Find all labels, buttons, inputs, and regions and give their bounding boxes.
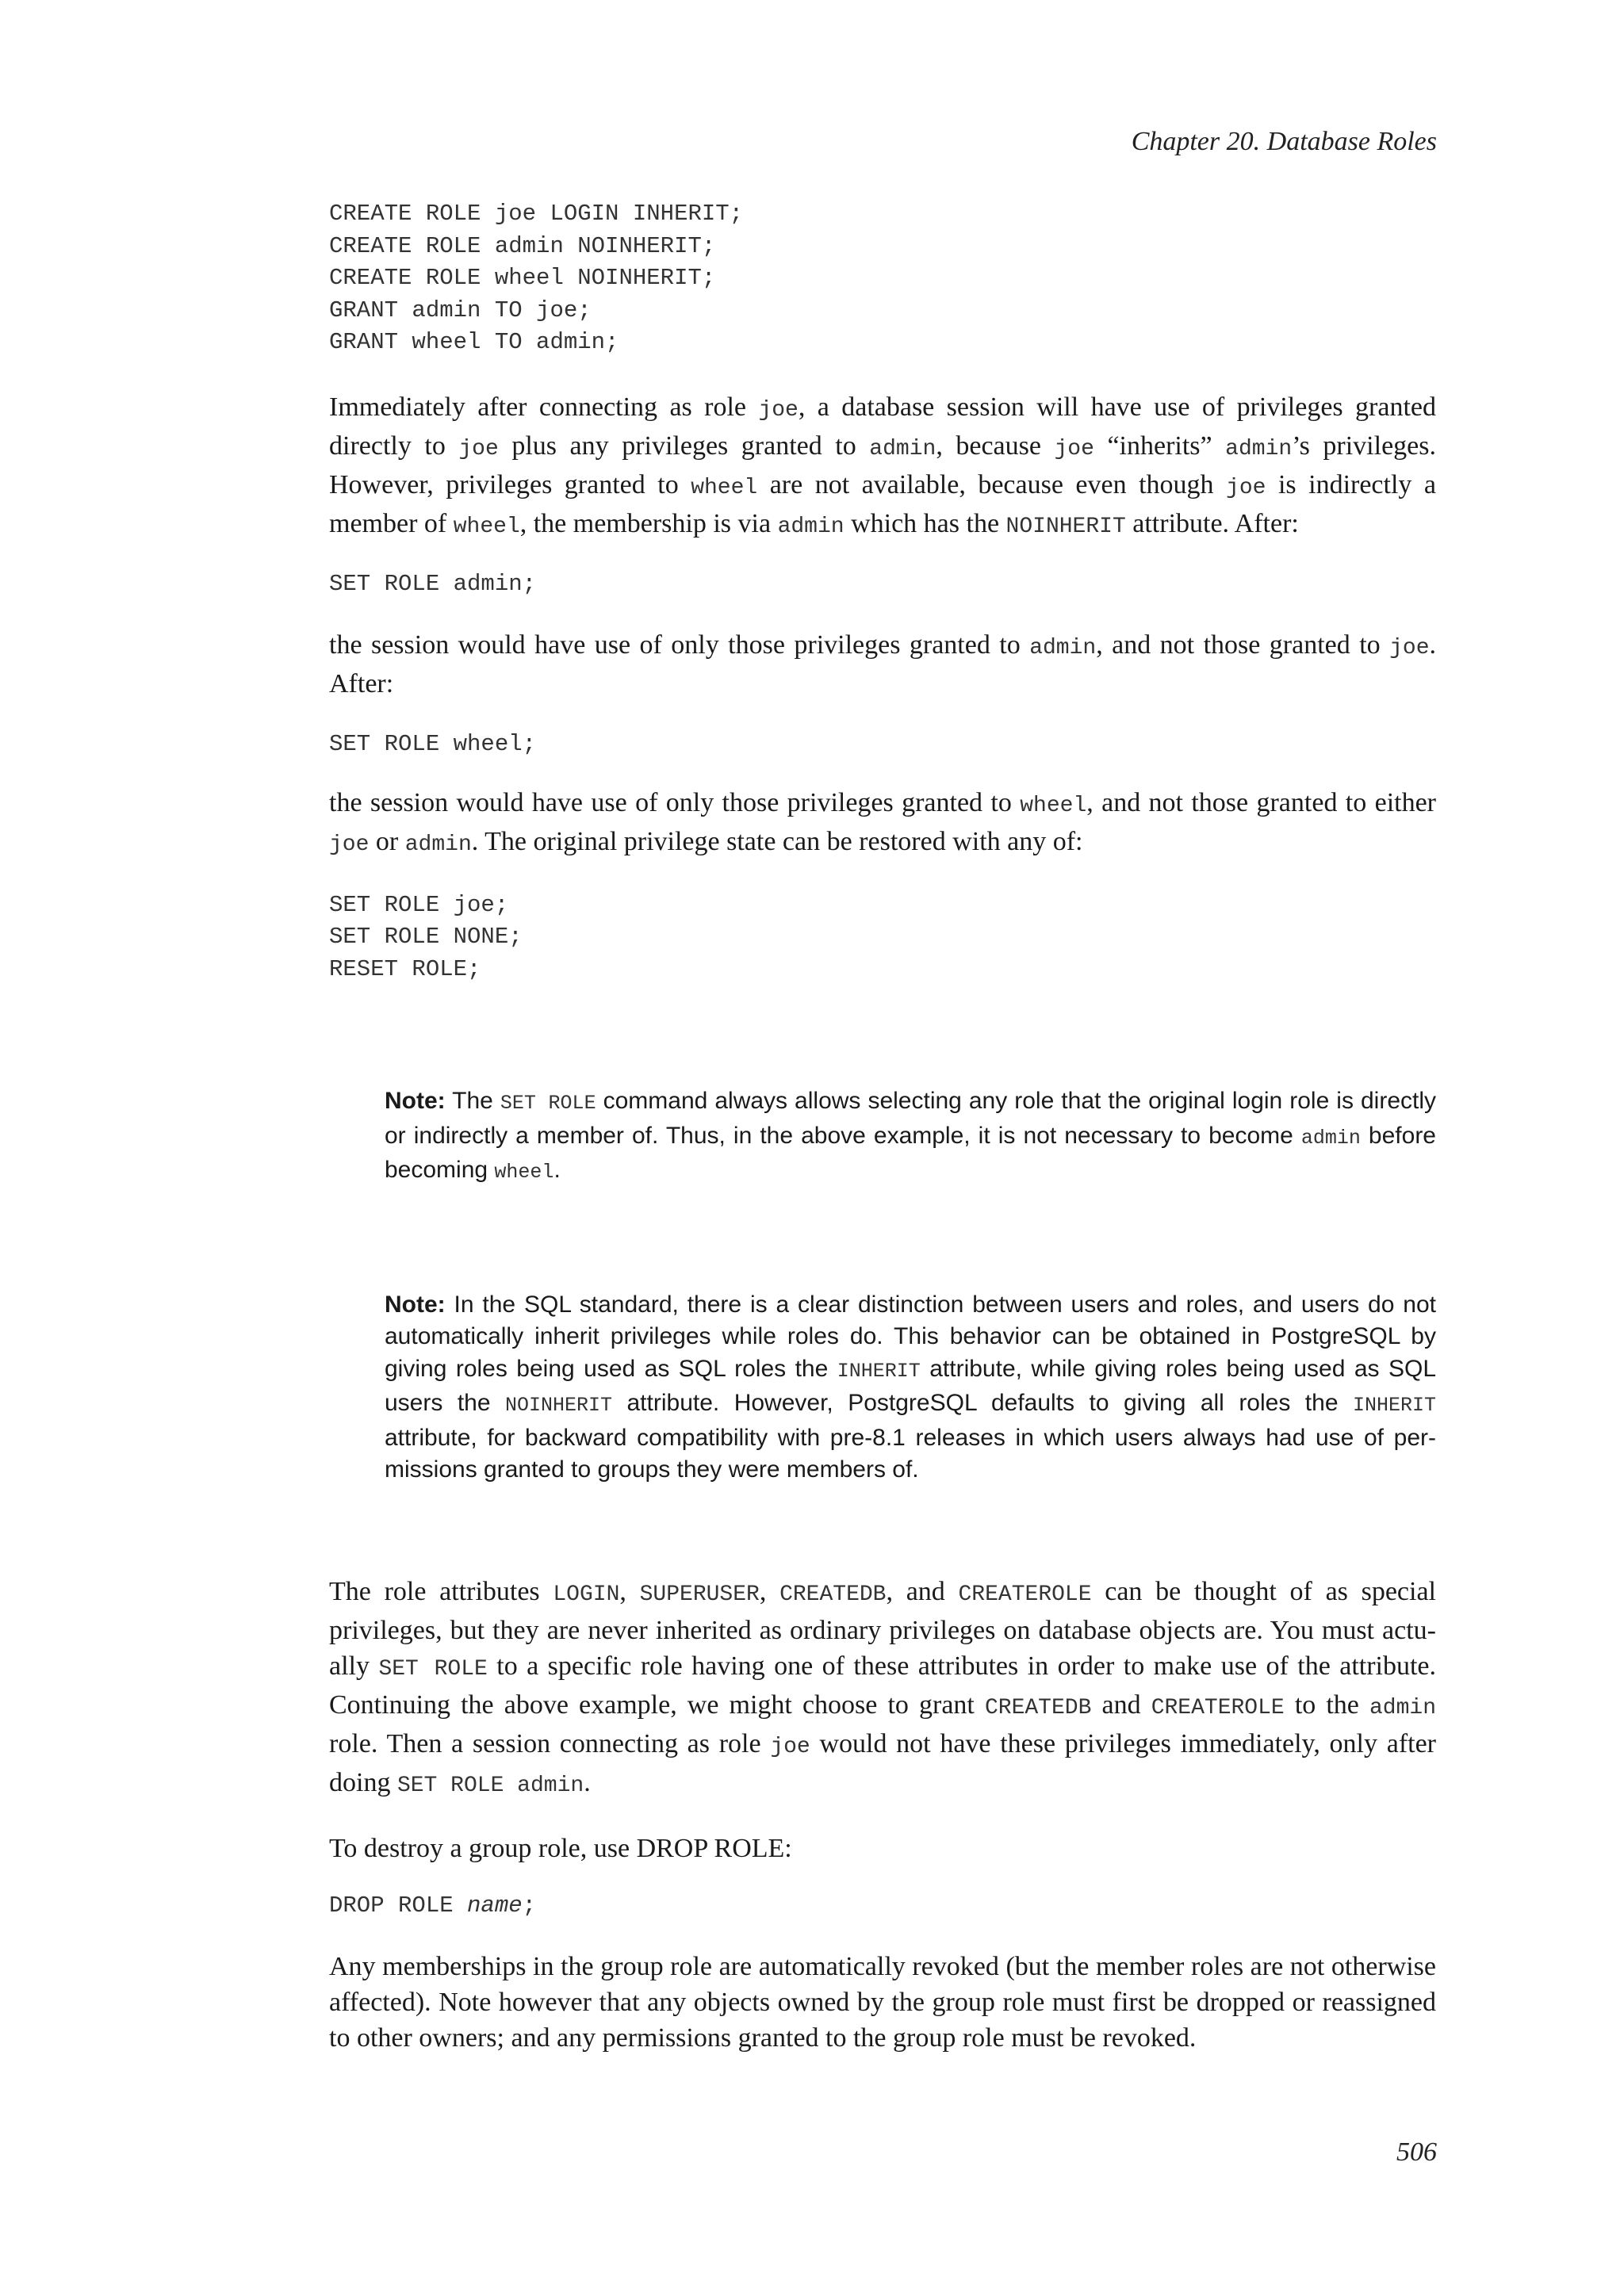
paragraph-memberships-revoked: Any memberships in the group role are automatically revoked (but the member roles are not otherwise affected). Note however that any objects owned by the group role must first be dropped or reassigned to other owners; and any permissions granted to the group role must be revoked. xyxy=(329,1952,1436,2053)
page-body xyxy=(329,198,1436,2056)
replaceable-param: name xyxy=(467,1892,523,1919)
page-number: 506 xyxy=(1396,2137,1437,2167)
paragraph-role-attributes: The role attributes LOGIN, SUPERUSER, CREATEDB, and CREATEROLE can be thought of as special privileges, but they are never inherited as ordinary privileges on database objects are. You must actu-ally SET ROLE to a specific role having one of these attributes in order to make use of the attribute. Continuing the above example, we might choose to grant CREATEDB and CREATEROLE to the admin role. Then a session connecting as role joe would not have these privileges immediately, only after doing SET ROLE admin. xyxy=(329,1576,1437,1798)
paragraph-after-set-wheel: the session would have use of only those privileges granted to wheel, and not those granted to either joe or admin. The original privilege state can be restored with any of: xyxy=(329,787,1436,857)
code-block-set-role-wheel: SET ROLE wheel; xyxy=(329,731,537,757)
code-block-restore-role: SET ROLE joe; SET ROLE NONE; RESET ROLE; xyxy=(329,891,523,982)
note-label: Note: xyxy=(385,1088,446,1114)
code-block-set-role-admin: SET ROLE admin; xyxy=(329,570,537,597)
paragraph-after-set-admin: the session would have use of only those privileges granted to admin, and not those granted to joe. After: xyxy=(329,630,1437,698)
note-set-role: Note: The SET ROLE command always allows selecting any role that the original login role is directly or indirectly a member of. Thus, in the above example, it is not necessary to become admin before becoming wheel. xyxy=(385,1088,1437,1184)
note-label: Note: xyxy=(385,1291,446,1318)
code-block-create-roles: CREATE ROLE joe LOGIN INHERIT; CREATE ROLE admin NOINHERIT; CREATE ROLE wheel NOINHERIT; GRANT admin TO joe; GRANT wheel TO admin; xyxy=(329,201,744,355)
note-sql-standard: Note: In the SQL standard, there is a clear distinction between users and roles, and users do not automatically inherit privileges while roles do. This behavior can be obtained in PostgreSQL by giving roles being used as SQL roles the INHERIT attribute, while giving roles being used as SQL users the NOINHERIT attribute. However, PostgreSQL defaults to giving all roles the INHERIT attribute, for backward compatibility with pre-8.1 releases in which users always had use of per-missions granted to groups they were members of. xyxy=(385,1291,1437,1483)
paragraph-destroy-group-role: To destroy a group role, use DROP ROLE: xyxy=(329,1833,792,1863)
paragraph-inherit-explanation: Immediately after connecting as role joe, a database session will have use of privileges granted directly to joe plus any privileges granted to admin, because joe “inherits” admin’s privileges. However, privileges granted to wheel are not available, because even though joe is indirectly a member of wheel, the membership is via admin which has the NOINHERIT attribute. After: xyxy=(329,392,1437,539)
running-head: Chapter 20. Database Roles xyxy=(1131,127,1437,156)
code-block-drop-role: DROP ROLE name; xyxy=(329,1892,537,1919)
